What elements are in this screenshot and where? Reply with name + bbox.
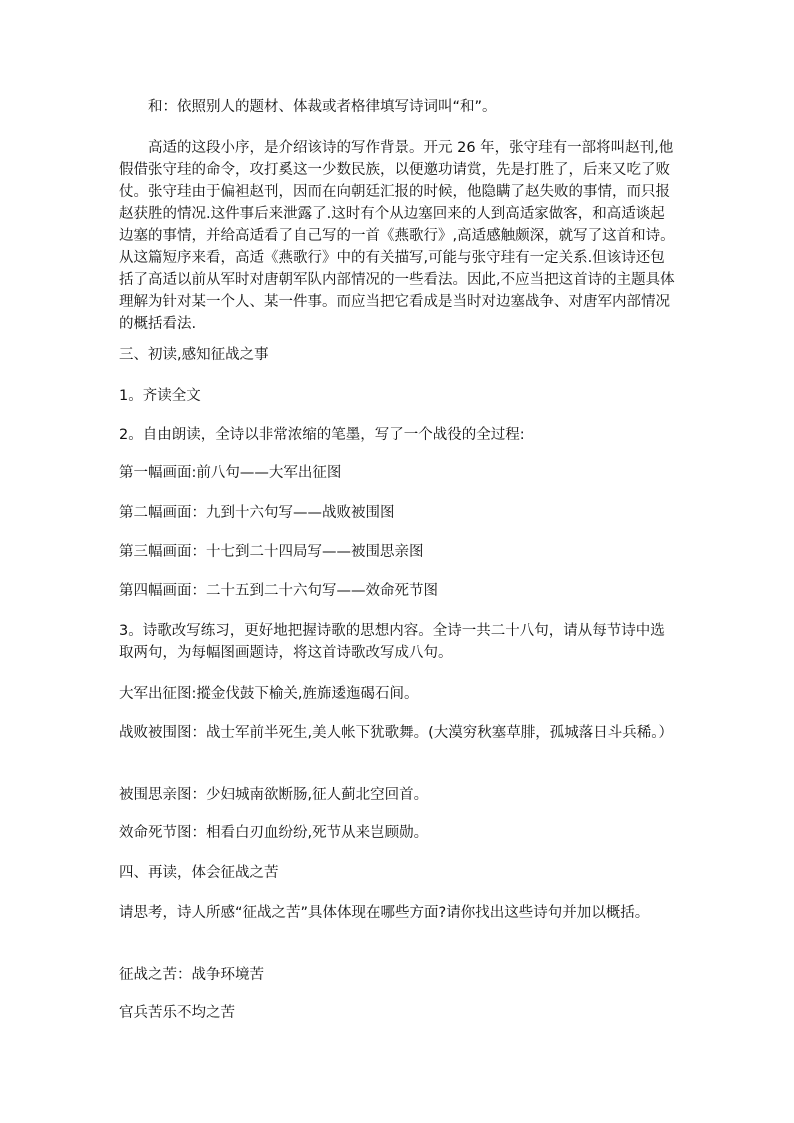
section-heading-first-reading: 三、初读,感知征战之事 bbox=[119, 347, 269, 363]
paragraph-he-definition: 和：依照别人的题材、体裁或者格律填写诗词叫“和”。 bbox=[148, 99, 497, 115]
scene-four-line: 第四幅画面：二十五到二十六句写——效命死节图 bbox=[119, 583, 438, 599]
paragraph-preface-background: 高适的这段小序，是介绍该诗的写作背景。开元 26 年，张守珪有一部将叫赵刊,他假借张守珪的命令，攻打奚这一少数民族，以便邀功请赏，先是打胜了，后来又吃了败仗。张守珪由于偏袒赵刊，因而在向朝廷汇报的时候，他隐瞒了赵失败的事情，而只报赵获胜的情况.这件事后来泄露了.这时有个从边塞回来的人到高适家做客，和高适谈起边塞的事情，并给高适看了自己写的一首《燕歌行》,高适感触颇深，就写了这首和诗。从这篇短序来看，高适《燕歌行》中的有关描写,可能与张守珪有一定关系.但该诗还包括了高适以前从军时对唐朝军队内部情况的一些看法。因此,不应当把这首诗的主题具体理解为针对某一个人、某一件事。而应当把它看成是当时对边塞战争、对唐军内部情况的概括看法. bbox=[119, 140, 675, 332]
poem-line-defeat: 战败被围图：战士军前半死生,美人帐下犹歌舞。(大漠穷秋塞草腓，孤城落日斗兵稀。） bbox=[119, 725, 674, 741]
poem-line-march: 大军出征图:摐金伐鼓下榆关,旌旆逶迤碣石间。 bbox=[119, 686, 419, 702]
list-item-free-reading: 2。自由朗读，全诗以非常浓缩的笔墨，写了一个战役的全过程: bbox=[119, 427, 525, 443]
section-heading-second-reading: 四、再读，体会征战之苦 bbox=[119, 865, 279, 881]
list-item-rewrite-exercise: 3。诗歌改写练习，更好地把握诗歌的思想内容。全诗一共二十八句，请从每节诗中选取两句，为每幅图画题诗，将这首诗歌改写成八句。 bbox=[119, 623, 665, 661]
scene-one-line: 第一幅画面:前八句——大军出征图 bbox=[119, 465, 342, 481]
list-item-read-together: 1。齐读全文 bbox=[119, 388, 201, 404]
answer-unequal-hardship: 官兵苦乐不均之苦 bbox=[119, 1005, 235, 1021]
answer-war-environment: 征战之苦：战争环境苦 bbox=[119, 967, 264, 983]
poem-line-sacrifice: 效命死节图：相看白刃血纷纷,死节从来岂顾勋。 bbox=[119, 825, 429, 841]
scene-two-line: 第二幅画面：九到十六句写——战败被围图 bbox=[119, 505, 395, 521]
scene-three-line: 第三幅画面：十七到二十四局写——被围思亲图 bbox=[119, 544, 424, 560]
question-hardships: 请思考，诗人所感“征战之苦”具体体现在哪些方面?请你找出这些诗句并加以概括。 bbox=[119, 905, 650, 921]
poem-line-longing: 被围思亲图：少妇城南欲断肠,征人蓟北空回首。 bbox=[119, 787, 429, 803]
